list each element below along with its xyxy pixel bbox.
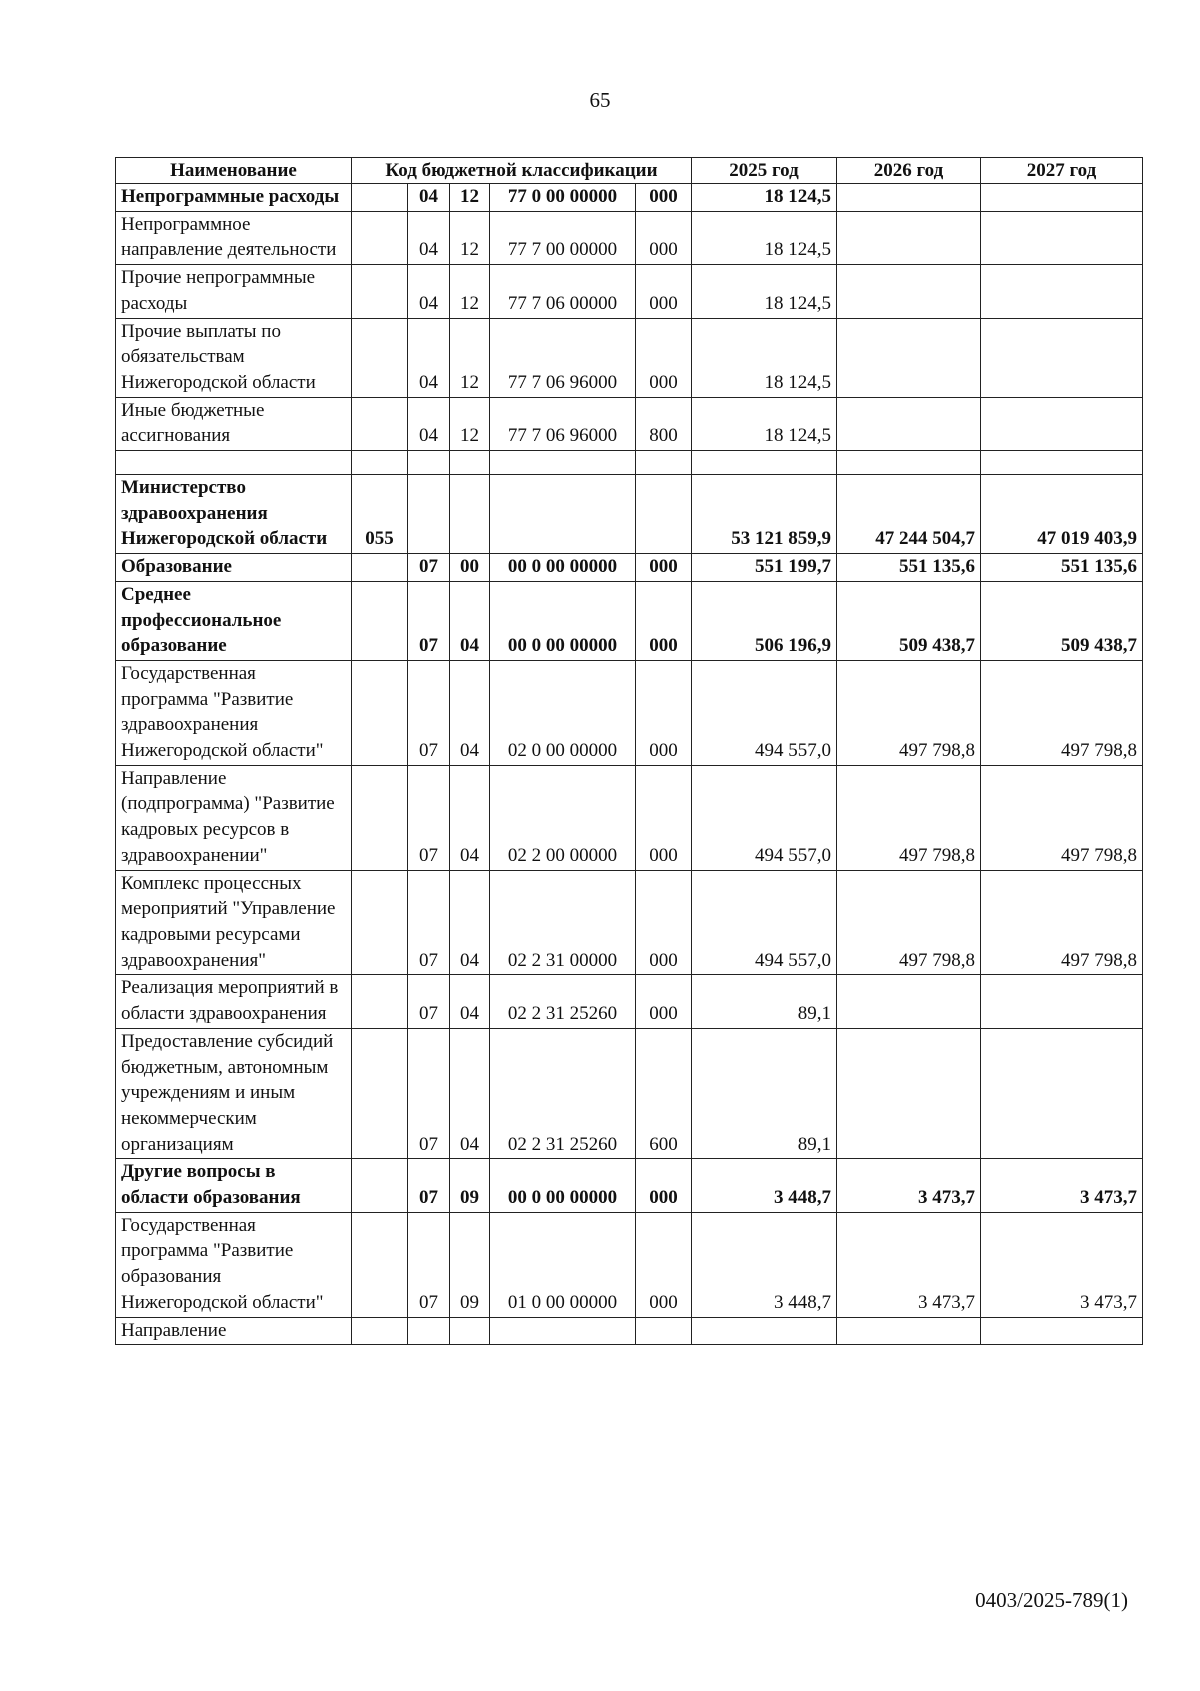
expense-type-code: 000: [636, 265, 692, 318]
subsection-code: 09: [450, 1212, 490, 1317]
expense-type-code: [636, 451, 692, 475]
table-row: [116, 975, 1143, 1028]
row-name: Реализация мероприятий в области здравоохранения: [116, 975, 352, 1028]
target-item-code: 01 0 00 00000: [490, 1212, 636, 1317]
amount-2027: 3 473,7: [981, 1212, 1143, 1317]
expense-type-code: [636, 475, 692, 554]
row-name: Направление: [116, 1317, 352, 1345]
ministry-code: [352, 975, 408, 1028]
expense-type-code: 000: [636, 975, 692, 1028]
table-row: [116, 211, 1143, 264]
row-name: Предоставление субсидий бюджетным, автономным учреждениям и иным некоммерческим организациям: [116, 1028, 352, 1159]
amount-2026: 3 473,7: [837, 1159, 981, 1212]
amount-2027: [981, 211, 1143, 264]
expense-type-code: 000: [636, 211, 692, 264]
table-row: [116, 1028, 1143, 1159]
subsection-code: 09: [450, 1159, 490, 1212]
amount-2026: [837, 397, 981, 450]
subsection-code: 04: [450, 1028, 490, 1159]
section-code: [408, 451, 450, 475]
amount-2026: 551 135,6: [837, 554, 981, 582]
amount-2025: 18 124,5: [692, 397, 837, 450]
target-item-code: 77 0 00 00000: [490, 184, 636, 212]
expense-type-code: 000: [636, 1212, 692, 1317]
row-name: Иные бюджетные ассигнования: [116, 397, 352, 450]
amount-2026: [837, 1028, 981, 1159]
row-name: Прочие непрограммные расходы: [116, 265, 352, 318]
section-code: 07: [408, 1028, 450, 1159]
header-2027: 2027 год: [981, 158, 1143, 184]
amount-2025: 89,1: [692, 975, 837, 1028]
subsection-code: 04: [450, 660, 490, 765]
target-item-code: 02 2 31 00000: [490, 870, 636, 975]
expense-type-code: 000: [636, 554, 692, 582]
amount-2025: 3 448,7: [692, 1212, 837, 1317]
section-code: 07: [408, 870, 450, 975]
row-name: Непрограммные расходы: [116, 184, 352, 212]
table-row: [116, 765, 1143, 870]
table-row: [116, 1212, 1143, 1317]
amount-2027: [981, 1028, 1143, 1159]
header-2025: 2025 год: [692, 158, 837, 184]
subsection-code: 00: [450, 554, 490, 582]
target-item-code: [490, 1317, 636, 1345]
amount-2027: [981, 184, 1143, 212]
amount-2027: 497 798,8: [981, 765, 1143, 870]
expense-type-code: [636, 1317, 692, 1345]
target-item-code: 77 7 00 00000: [490, 211, 636, 264]
target-item-code: 77 7 06 00000: [490, 265, 636, 318]
row-name: Государственная программа "Развитие образования Нижегородской области": [116, 1212, 352, 1317]
table-row: [116, 1159, 1143, 1212]
table-row: [116, 870, 1143, 975]
amount-2025: 18 124,5: [692, 318, 837, 397]
section-code: [408, 475, 450, 554]
section-code: 04: [408, 211, 450, 264]
target-item-code: [490, 451, 636, 475]
ministry-code: [352, 1028, 408, 1159]
target-item-code: [490, 475, 636, 554]
amount-2026: 47 244 504,7: [837, 475, 981, 554]
subsection-code: 12: [450, 184, 490, 212]
amount-2025: 494 557,0: [692, 870, 837, 975]
section-code: 07: [408, 1159, 450, 1212]
target-item-code: 00 0 00 00000: [490, 581, 636, 660]
ministry-code: [352, 870, 408, 975]
expense-type-code: 600: [636, 1028, 692, 1159]
row-name: Непрограммное направление деятельности: [116, 211, 352, 264]
section-code: 07: [408, 581, 450, 660]
amount-2025: 53 121 859,9: [692, 475, 837, 554]
table-header-row: [116, 158, 1143, 184]
amount-2025: 89,1: [692, 1028, 837, 1159]
amount-2025: 3 448,7: [692, 1159, 837, 1212]
subsection-code: 04: [450, 765, 490, 870]
amount-2027: 497 798,8: [981, 660, 1143, 765]
amount-2026: [837, 318, 981, 397]
amount-2026: [837, 265, 981, 318]
amount-2026: 497 798,8: [837, 660, 981, 765]
amount-2026: [837, 975, 981, 1028]
amount-2026: 497 798,8: [837, 765, 981, 870]
target-item-code: 02 0 00 00000: [490, 660, 636, 765]
ministry-code: [352, 660, 408, 765]
expense-type-code: 000: [636, 318, 692, 397]
amount-2027: 47 019 403,9: [981, 475, 1143, 554]
subsection-code: 12: [450, 265, 490, 318]
ministry-code: [352, 451, 408, 475]
expense-type-code: 000: [636, 184, 692, 212]
amount-2025: 494 557,0: [692, 660, 837, 765]
budget-table: [115, 157, 1143, 1345]
subsection-code: 12: [450, 211, 490, 264]
subsection-code: 04: [450, 870, 490, 975]
ministry-code: [352, 1317, 408, 1345]
amount-2026: [837, 211, 981, 264]
amount-2026: 497 798,8: [837, 870, 981, 975]
ministry-code: [352, 1159, 408, 1212]
amount-2027: 497 798,8: [981, 870, 1143, 975]
expense-type-code: 000: [636, 870, 692, 975]
ministry-code: [352, 318, 408, 397]
expense-type-code: 000: [636, 1159, 692, 1212]
amount-2026: 509 438,7: [837, 581, 981, 660]
header-name: Наименование: [116, 158, 352, 184]
amount-2026: [837, 451, 981, 475]
page-number: 65: [589, 88, 611, 112]
ministry-code: [352, 554, 408, 582]
section-code: 07: [408, 660, 450, 765]
section-code: 07: [408, 554, 450, 582]
table-row: [116, 660, 1143, 765]
amount-2025: [692, 1317, 837, 1345]
section-code: 07: [408, 975, 450, 1028]
ministry-code: [352, 581, 408, 660]
row-name: Направление (подпрограмма) "Развитие кадровых ресурсов в здравоохранении": [116, 765, 352, 870]
table-row: [116, 265, 1143, 318]
subsection-code: [450, 475, 490, 554]
section-code: 04: [408, 265, 450, 318]
ministry-code: [352, 211, 408, 264]
target-item-code: 02 2 31 25260: [490, 975, 636, 1028]
row-name: Образование: [116, 554, 352, 582]
row-name: Комплекс процессных мероприятий "Управление кадровыми ресурсами здравоохранения": [116, 870, 352, 975]
expense-type-code: 800: [636, 397, 692, 450]
target-item-code: 00 0 00 00000: [490, 554, 636, 582]
document-number: 0403/2025-789(1): [975, 1588, 1128, 1612]
amount-2027: [981, 975, 1143, 1028]
amount-2027: 3 473,7: [981, 1159, 1143, 1212]
ministry-code: [352, 765, 408, 870]
ministry-code: [352, 1212, 408, 1317]
row-name: Среднее профессиональное образование: [116, 581, 352, 660]
subsection-code: [450, 1317, 490, 1345]
header-2026: 2026 год: [837, 158, 981, 184]
amount-2027: [981, 397, 1143, 450]
table-body: [116, 184, 1143, 1345]
amount-2025: 494 557,0: [692, 765, 837, 870]
amount-2027: [981, 451, 1143, 475]
ministry-code: [352, 184, 408, 212]
amount-2027: [981, 265, 1143, 318]
subsection-code: 04: [450, 975, 490, 1028]
amount-2025: 18 124,5: [692, 211, 837, 264]
amount-2026: [837, 1317, 981, 1345]
amount-2026: 3 473,7: [837, 1212, 981, 1317]
amount-2027: 551 135,6: [981, 554, 1143, 582]
target-item-code: 77 7 06 96000: [490, 318, 636, 397]
expense-type-code: 000: [636, 765, 692, 870]
table-row: [116, 581, 1143, 660]
target-item-code: 00 0 00 00000: [490, 1159, 636, 1212]
expense-type-code: 000: [636, 581, 692, 660]
amount-2025: 506 196,9: [692, 581, 837, 660]
target-item-code: 77 7 06 96000: [490, 397, 636, 450]
section-code: 04: [408, 184, 450, 212]
subsection-code: 12: [450, 318, 490, 397]
subsection-code: 12: [450, 397, 490, 450]
subsection-code: 04: [450, 581, 490, 660]
amount-2027: 509 438,7: [981, 581, 1143, 660]
ministry-code: [352, 265, 408, 318]
row-name: [116, 451, 352, 475]
section-code: 07: [408, 1212, 450, 1317]
amount-2027: [981, 1317, 1143, 1345]
row-name: Другие вопросы в области образования: [116, 1159, 352, 1212]
target-item-code: 02 2 31 25260: [490, 1028, 636, 1159]
amount-2025: [692, 451, 837, 475]
table-row: [116, 554, 1143, 582]
table-row: [116, 318, 1143, 397]
amount-2025: 18 124,5: [692, 184, 837, 212]
row-name: Министерство здравоохранения Нижегородской области: [116, 475, 352, 554]
table-row: [116, 451, 1143, 475]
section-code: 04: [408, 318, 450, 397]
expense-type-code: 000: [636, 660, 692, 765]
section-code: 04: [408, 397, 450, 450]
section-code: 07: [408, 765, 450, 870]
amount-2025: 18 124,5: [692, 265, 837, 318]
amount-2026: [837, 184, 981, 212]
row-name: Государственная программа "Развитие здравоохранения Нижегородской области": [116, 660, 352, 765]
header-code: Код бюджетной классификации: [352, 158, 692, 184]
table-row: [116, 184, 1143, 212]
table-row: [116, 475, 1143, 554]
table-row: [116, 1317, 1143, 1345]
table-row: [116, 397, 1143, 450]
amount-2025: 551 199,7: [692, 554, 837, 582]
section-code: [408, 1317, 450, 1345]
subsection-code: [450, 451, 490, 475]
row-name: Прочие выплаты по обязательствам Нижегородской области: [116, 318, 352, 397]
amount-2027: [981, 318, 1143, 397]
ministry-code: [352, 397, 408, 450]
ministry-code: 055: [352, 475, 408, 554]
target-item-code: 02 2 00 00000: [490, 765, 636, 870]
